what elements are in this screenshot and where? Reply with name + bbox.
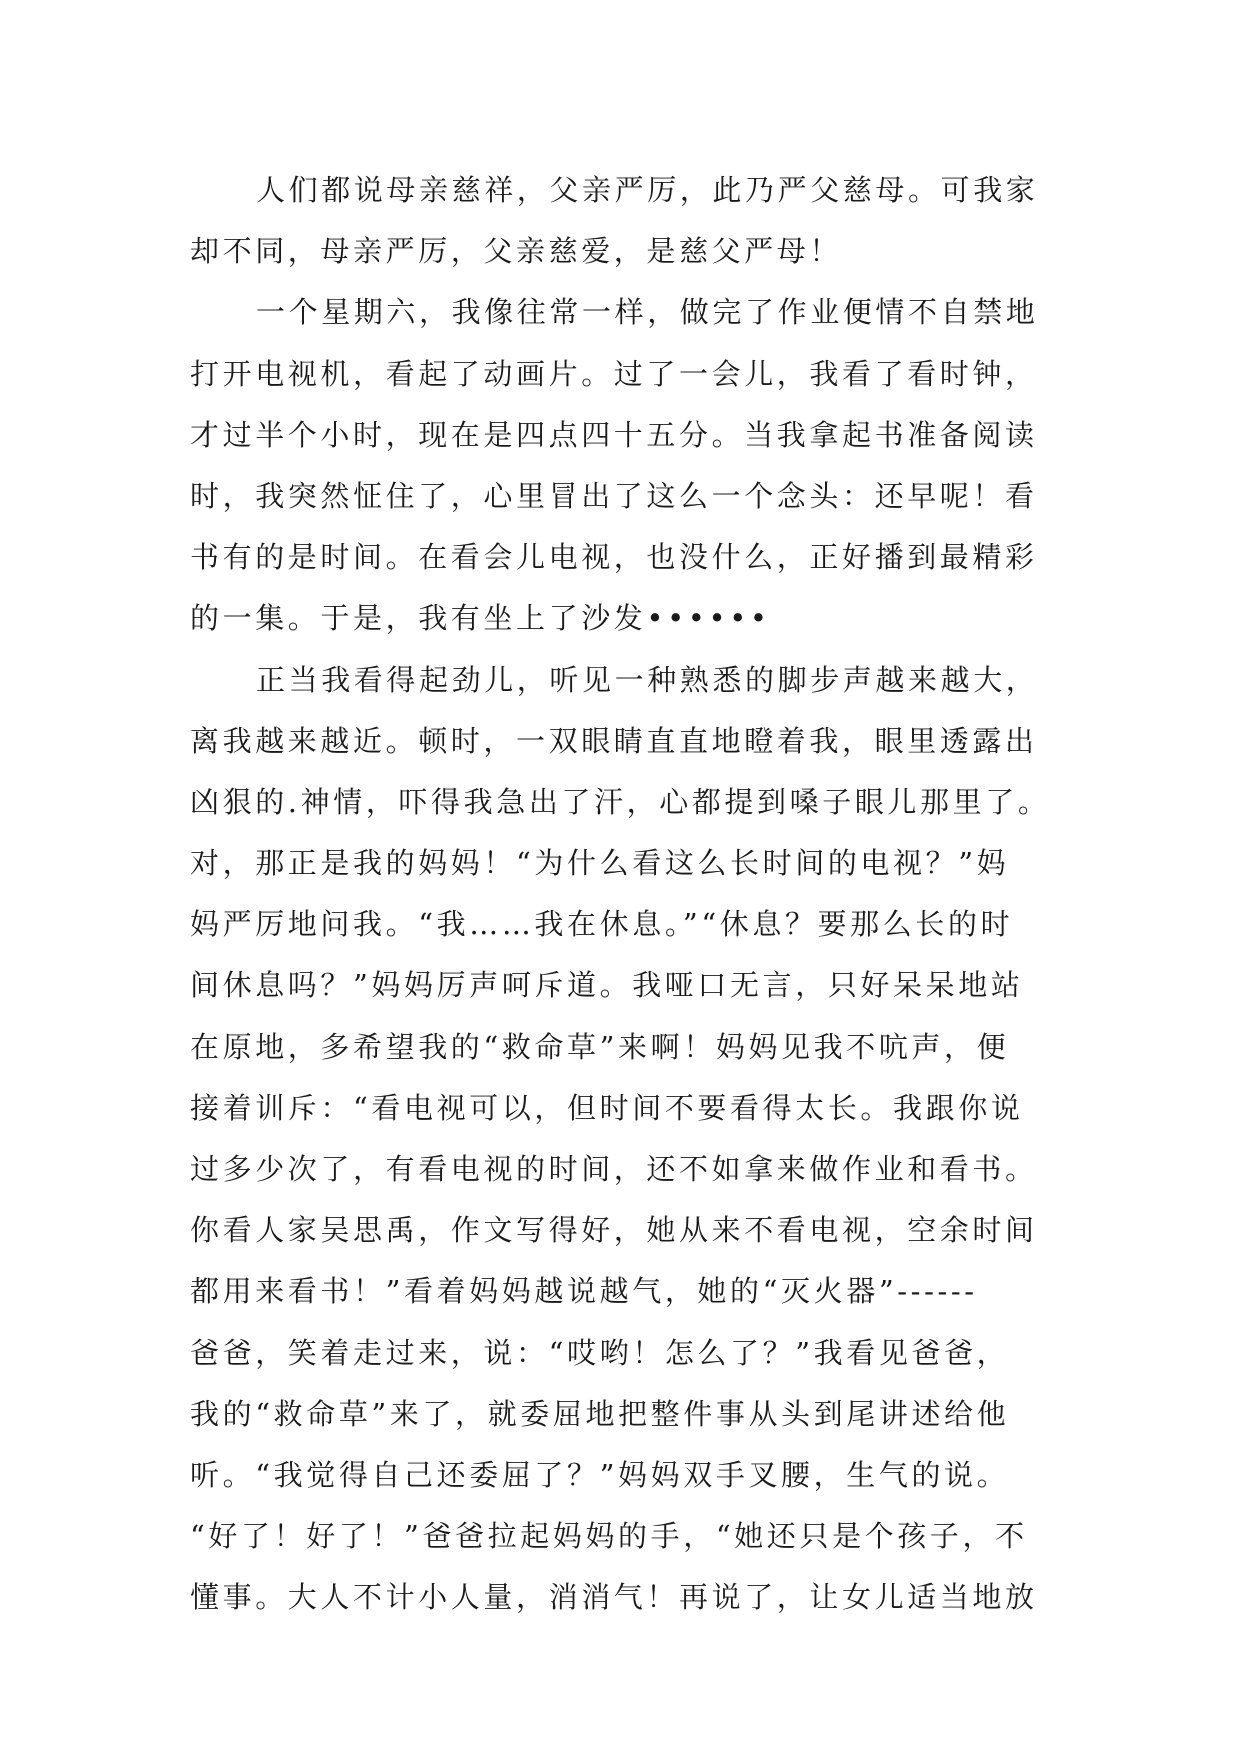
paragraph-line: 你看人家吴思禹，作文写得好，她从来不看电视，空余时间 xyxy=(190,1213,1038,1248)
paragraph-line: 对，那正是我的妈妈！“为什么看这么长时间的电视？”妈 xyxy=(190,846,1010,881)
paragraph-line: 我的“救命草”来了，就委屈地把整件事从头到尾讲述给他 xyxy=(190,1396,1010,1431)
paragraph-line: 才过半个小时，现在是四点四十五分。当我拿起书准备阅读 xyxy=(190,417,1038,452)
paragraph-line: 的一集。于是，我有坐上了沙发•••••• xyxy=(190,601,771,636)
essay-text xyxy=(190,160,1070,1629)
paragraph-line: 过多少次了，有看电视的时间，还不如拿来做作业和看书。 xyxy=(190,1152,1038,1186)
paragraph-line: 一个星期六，我像往常一样，做完了作业便情不自禁地 xyxy=(256,295,1039,330)
paragraph-line: 接着训斥：“看电视可以，但时间不要看得太长。我跟你说 xyxy=(190,1090,1024,1125)
paragraph-line: 妈严厉地问我。“我……我在休息。”“休息？要那么长的时 xyxy=(190,907,1014,942)
paragraph-line: 书有的是时间。在看会儿电视，也没什么，正好播到最精彩 xyxy=(190,540,1038,575)
paragraph-line: 间休息吗？”妈妈厉声呵斥道。我哑口无言，只好呆呆地站 xyxy=(190,968,1024,1003)
paragraph-line: 人们都说母亲慈祥，父亲严厉，此乃严父慈母。可我家 xyxy=(256,173,1039,207)
paragraph-line: 听。“我觉得自己还委屈了？”妈妈双手叉腰，生气的说。 xyxy=(190,1457,1010,1492)
paragraph-line: 都用来看书！”看着妈妈越说越气，她的“灭火器”------ xyxy=(190,1274,978,1309)
paragraph-line: 爸爸，笑着走过来，说：“哎哟！怎么了？”我看见爸爸， xyxy=(190,1335,1010,1370)
paragraph-line: 却不同，母亲严厉，父亲慈爱，是慈父严母！ xyxy=(190,234,843,269)
paragraph-line: 凶狠的.神情，吓得我急出了汗，心都提到嗓子眼儿那里了。 xyxy=(190,784,1051,819)
paragraph-line: 离我越来越近。顿时，一双眼睛直直地瞪着我，眼里透露出 xyxy=(190,723,1038,758)
paragraph-line: 打开电视机，看起了动画片。过了一会儿，我看了看时钟， xyxy=(190,356,1038,391)
paragraph-line: “好了！好了！”爸爸拉起妈妈的手，“她还只是个孩子，不 xyxy=(190,1519,1028,1554)
paragraph-line: 在原地，多希望我的“救命草”来啊！妈妈见我不吭声，便 xyxy=(190,1029,1010,1064)
paragraph-line: 正当我看得起劲儿，听见一种熟悉的脚步声越来越大， xyxy=(256,662,1039,697)
paragraph-line: 懂事。大人不计小人量，消消气！再说了，让女儿适当地放 xyxy=(190,1580,1038,1615)
paragraph-line: 时，我突然怔住了，心里冒出了这么一个念头：还早呢！看 xyxy=(190,478,1038,513)
